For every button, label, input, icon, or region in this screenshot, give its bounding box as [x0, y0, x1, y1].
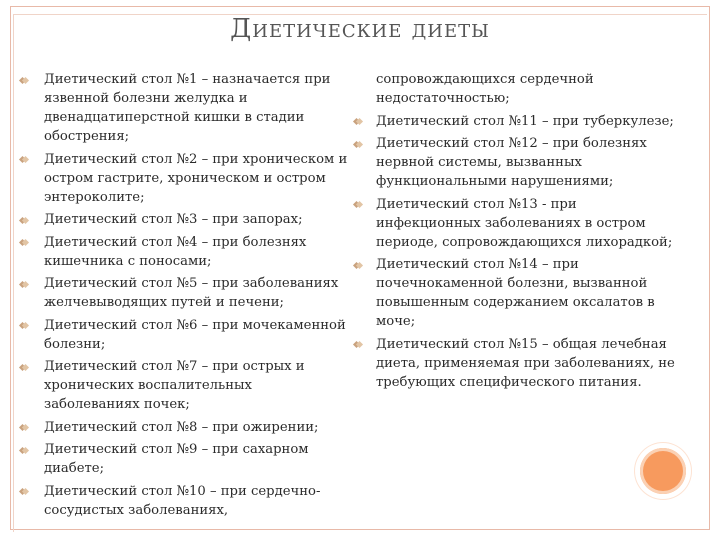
list-item: Диетический стол №11 – при туберкулезе;	[354, 112, 694, 131]
diamond-bullet-icon	[20, 239, 28, 247]
list-item: Диетический стол №4 – при болезнях кишечника с поносами;	[28, 233, 368, 271]
list-item: Диетический стол №9 – при сахарном диабете;	[28, 440, 368, 478]
list-item: Диетический стол №12 – при болезнях нервной системы, вызванных функциональными нарушениями;	[354, 134, 694, 191]
left-column-list	[28, 70, 368, 523]
list-item: Диетический стол №6 – при мочекаменной болезни;	[28, 316, 368, 354]
list-item: Диетический стол №5 – при заболеваниях желчевыводящих путей и печени;	[28, 274, 368, 312]
diamond-bullet-icon	[354, 261, 362, 269]
diamond-bullet-icon	[354, 140, 362, 148]
list-item: Диетический стол №7 – при острых и хронических воспалительных заболеваниях почек;	[28, 357, 368, 414]
list-item: Диетический стол №15 – общая лечебная диета, применяемая при заболеваниях, не требующих специфического питания.	[354, 335, 694, 392]
list-item: Диетический стол №2 – при хроническом и остром гастрите, хроническом и остром энтероколите;	[28, 150, 368, 207]
diamond-bullet-icon	[20, 156, 28, 164]
diamond-bullet-icon	[354, 341, 362, 349]
diamond-bullet-icon	[20, 322, 28, 330]
list-item: Диетический стол №1 – назначается при язвенной болезни желудка и двенадцатиперстной кишки в стадии обострения;	[28, 70, 368, 146]
diamond-bullet-icon	[20, 446, 28, 454]
list-item: Диетический стол №14 – при почечнокаменной болезни, вызванной повышенным содержанием оксалатов в моче;	[354, 255, 694, 331]
diamond-bullet-icon	[354, 118, 362, 126]
diamond-bullet-icon	[20, 76, 28, 84]
decorative-circle-icon	[640, 448, 686, 494]
right-column-list	[354, 70, 694, 395]
list-item-continuation: сопровождающихся сердечной недостаточностью;	[376, 72, 594, 106]
diamond-bullet-icon	[20, 363, 28, 371]
list-item: Диетический стол №3 – при запорах;	[28, 210, 368, 229]
list-item: Диетический стол №10 – при сердечно- сосудистых заболеваниях,	[28, 482, 368, 520]
diamond-bullet-icon	[20, 424, 28, 432]
diamond-bullet-icon	[20, 488, 28, 496]
diamond-bullet-icon	[354, 201, 362, 209]
slide-title: Диетические диеты	[230, 14, 490, 44]
list-item: Диетический стол №8 – при ожирении;	[28, 418, 368, 437]
list-item: Диетический стол №13 - при инфекционных заболеваниях в остром периоде, сопровождающихся лихорадкой;	[354, 195, 694, 252]
diamond-bullet-icon	[20, 216, 28, 224]
diamond-bullet-icon	[20, 280, 28, 288]
